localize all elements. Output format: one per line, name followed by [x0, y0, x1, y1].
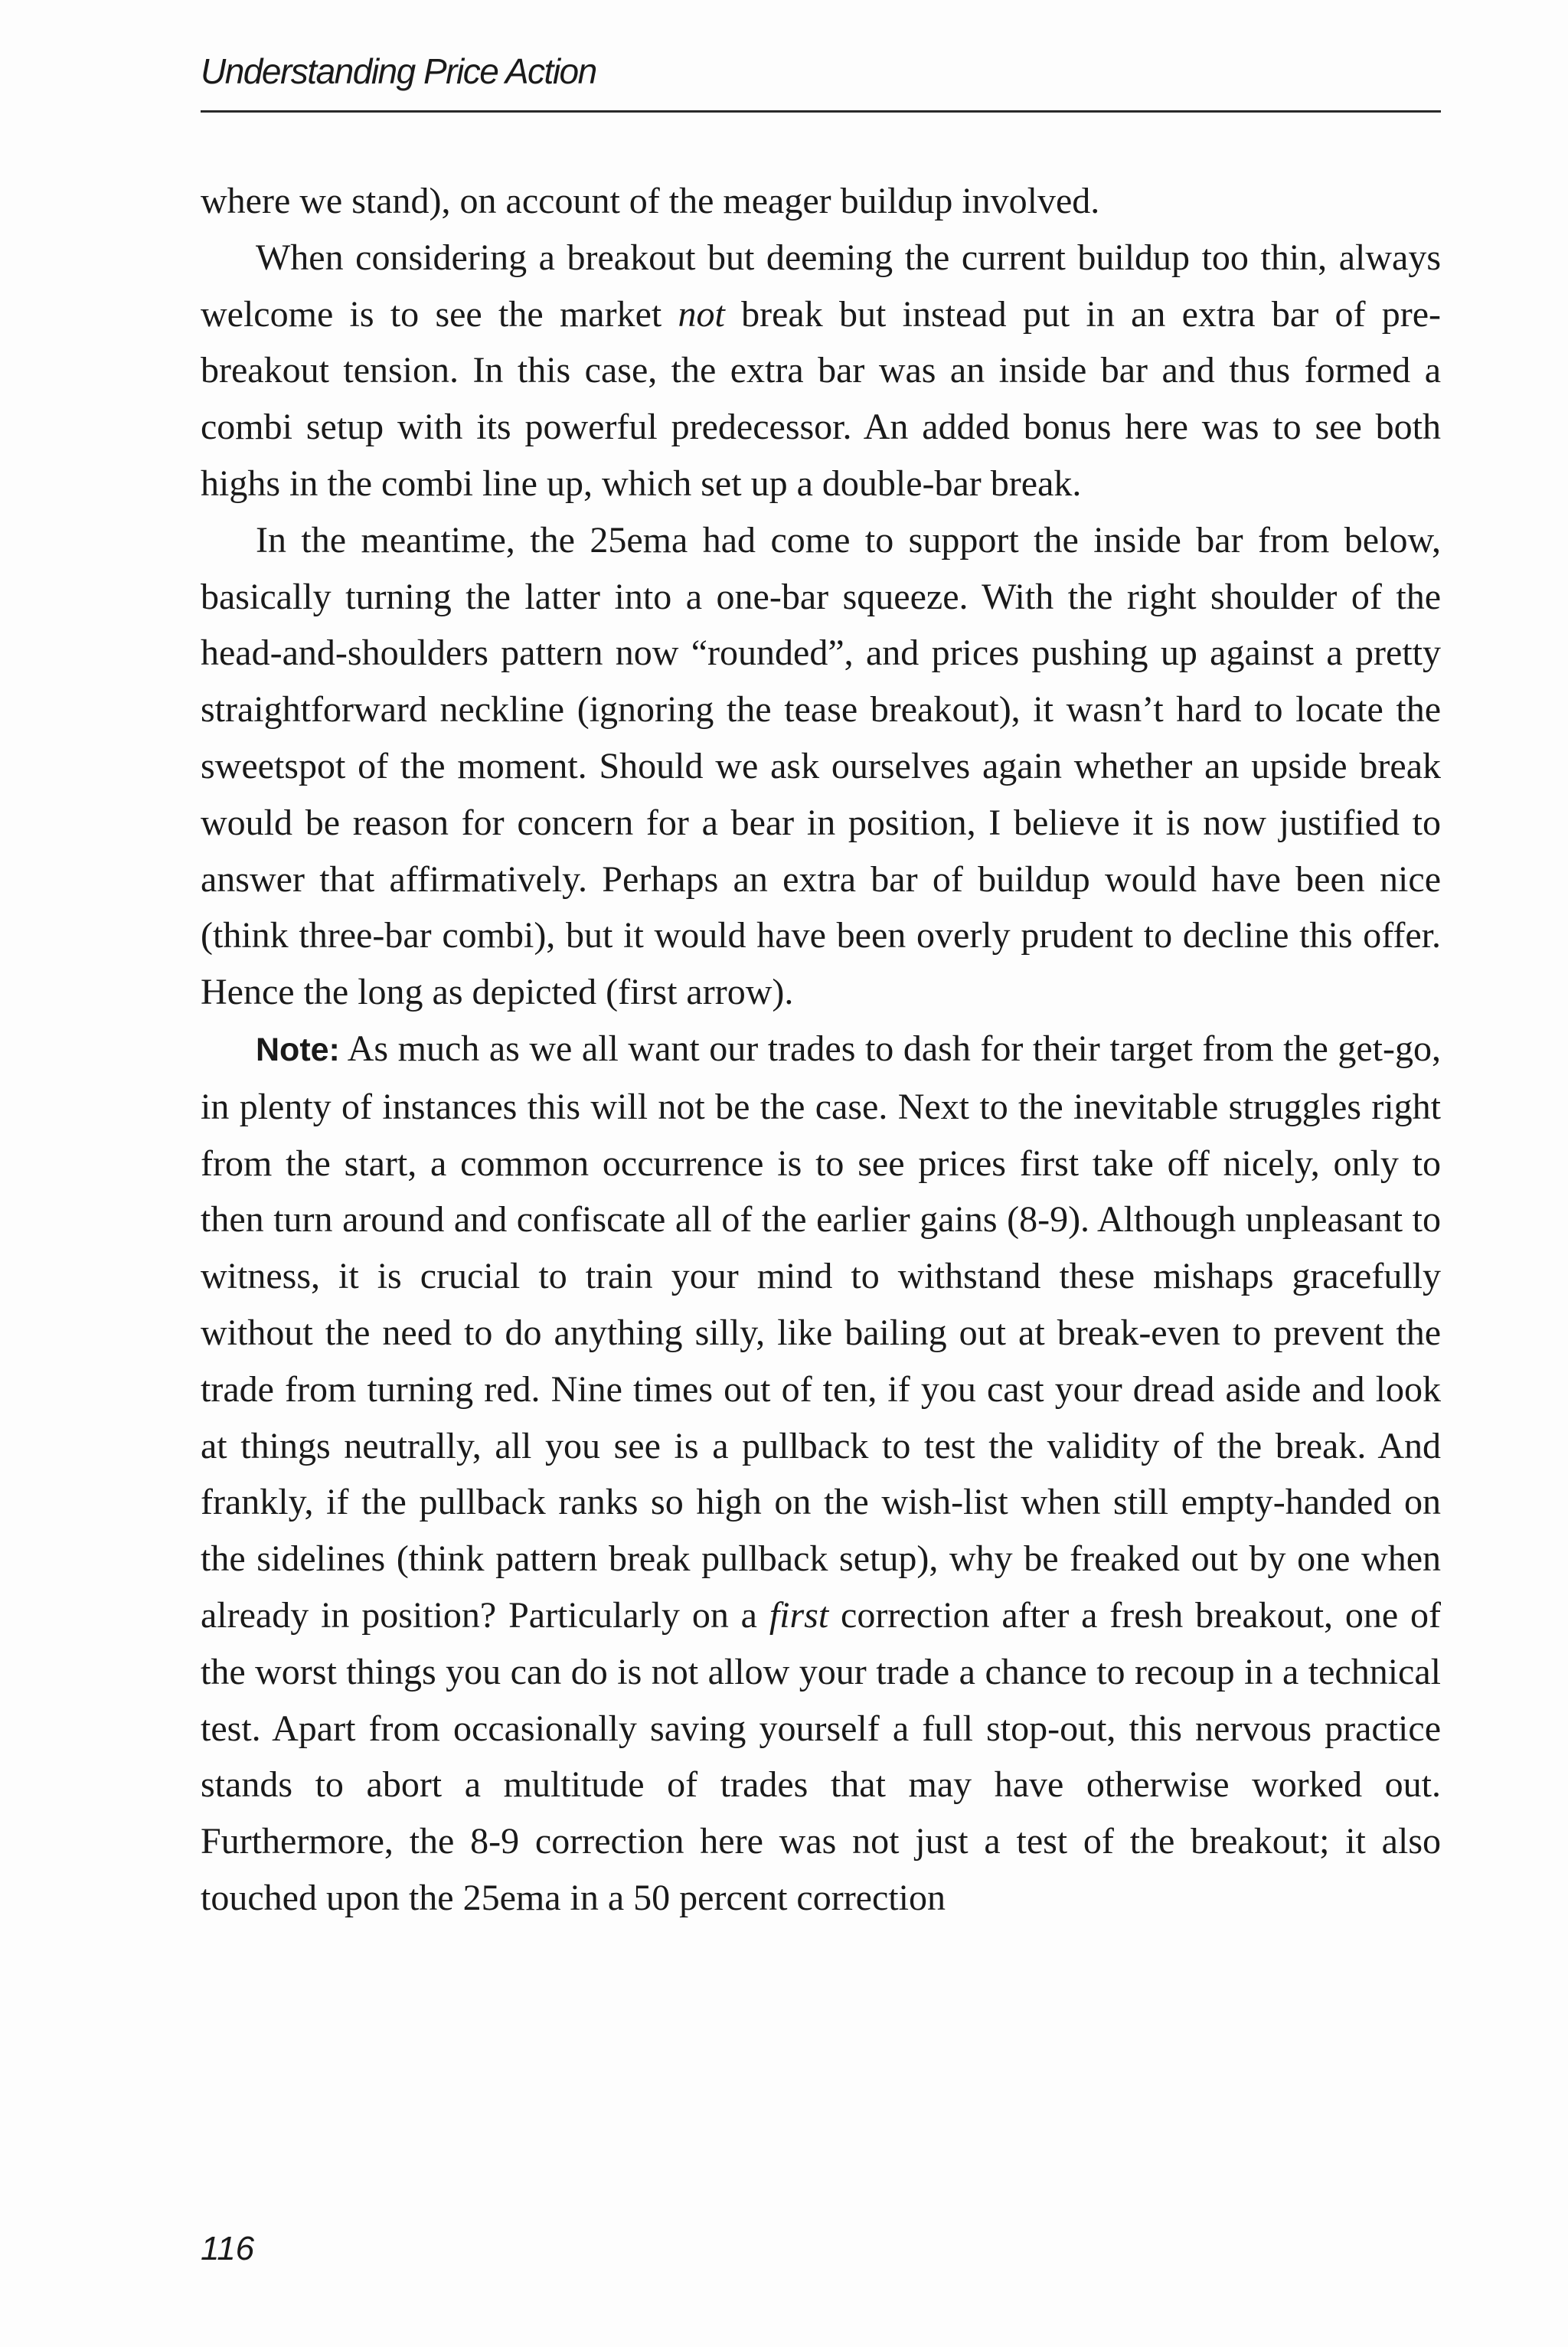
paragraph	[201, 173, 1441, 230]
paragraph	[201, 230, 1441, 512]
text-run: where we stand), on account of the meager buildup involved.	[201, 181, 1100, 221]
italic-emphasis: first	[769, 1594, 829, 1636]
text-run: correction after a fresh breakout, one of the worst things you can do is not allow your trade a chance to recoup in a technical test. Apart from occasionally saving yourself a full stop-out, this nervous practice stands to abort a multitude of trades that may have otherwise worked out. Furthermore, the 8-9 correction here was not just a test of the breakout; it also touched upon the 25ema in a 50 percent correction	[201, 1594, 1441, 1918]
header-rule	[201, 110, 1441, 113]
text-run: break but instead put in an extra bar of pre-breakout tension. In this case, the extra bar was an inside bar and thus formed a combi setup with its powerful predecessor. An added bonus here was to see both highs in the combi line up, which set up a double-bar break.	[201, 293, 1442, 504]
body-text	[201, 173, 1441, 1927]
page-number: 116	[201, 2230, 255, 2267]
paragraph	[201, 1021, 1441, 1927]
running-head: Understanding Price Action	[201, 51, 596, 91]
text-run: As much as we all want our trades to dash for their target from the get-go, in plenty of instances this will not be the case. Next to the inevitable struggles right from the start, a common occurrence is to see prices first take off nicely, only to then turn around and confiscate all of the earlier gains (8-9). Although unpleasant to witness, it is crucial to train your mind to withstand these mishaps gracefully without the need to do anything silly, like bailing out at break-even to prevent the trade from turning red. Nine times out of ten, if you cast your dread aside and look at things neutrally, all you see is a pullback to test the validity of the break. And frankly, if the pullback ranks so high on the wish-list when still empty-handed on the sidelines (think pattern break pullback setup), why be freaked out by one when already in position? Particularly on a	[201, 1028, 1441, 1636]
paragraph	[201, 512, 1441, 1021]
text-run: In the meantime, the 25ema had come to support the inside bar from below, basically turning the latter into a one-bar squeeze. With the right shoulder of the head-and-shoulders pattern now “rounded”, and prices pushing up against a pretty straightforward neckline (ignoring the tease breakout), it wasn’t hard to locate the sweetspot of the moment. Should we ask ourselves again whether an upside break would be reason for concern for a bear in position, I believe it is now justified to answer that affirmatively. Perhaps an extra bar of buildup would have been nice (think three-bar combi), but it would have been overly prudent to decline this offer. Hence the long as depicted (first arrow).	[201, 519, 1441, 1013]
text-run: When considering a breakout but deeming the current buildup too thin, always welcome is to see the market	[201, 237, 1441, 335]
italic-emphasis: not	[678, 293, 725, 335]
note-label: Note:	[256, 1031, 340, 1068]
